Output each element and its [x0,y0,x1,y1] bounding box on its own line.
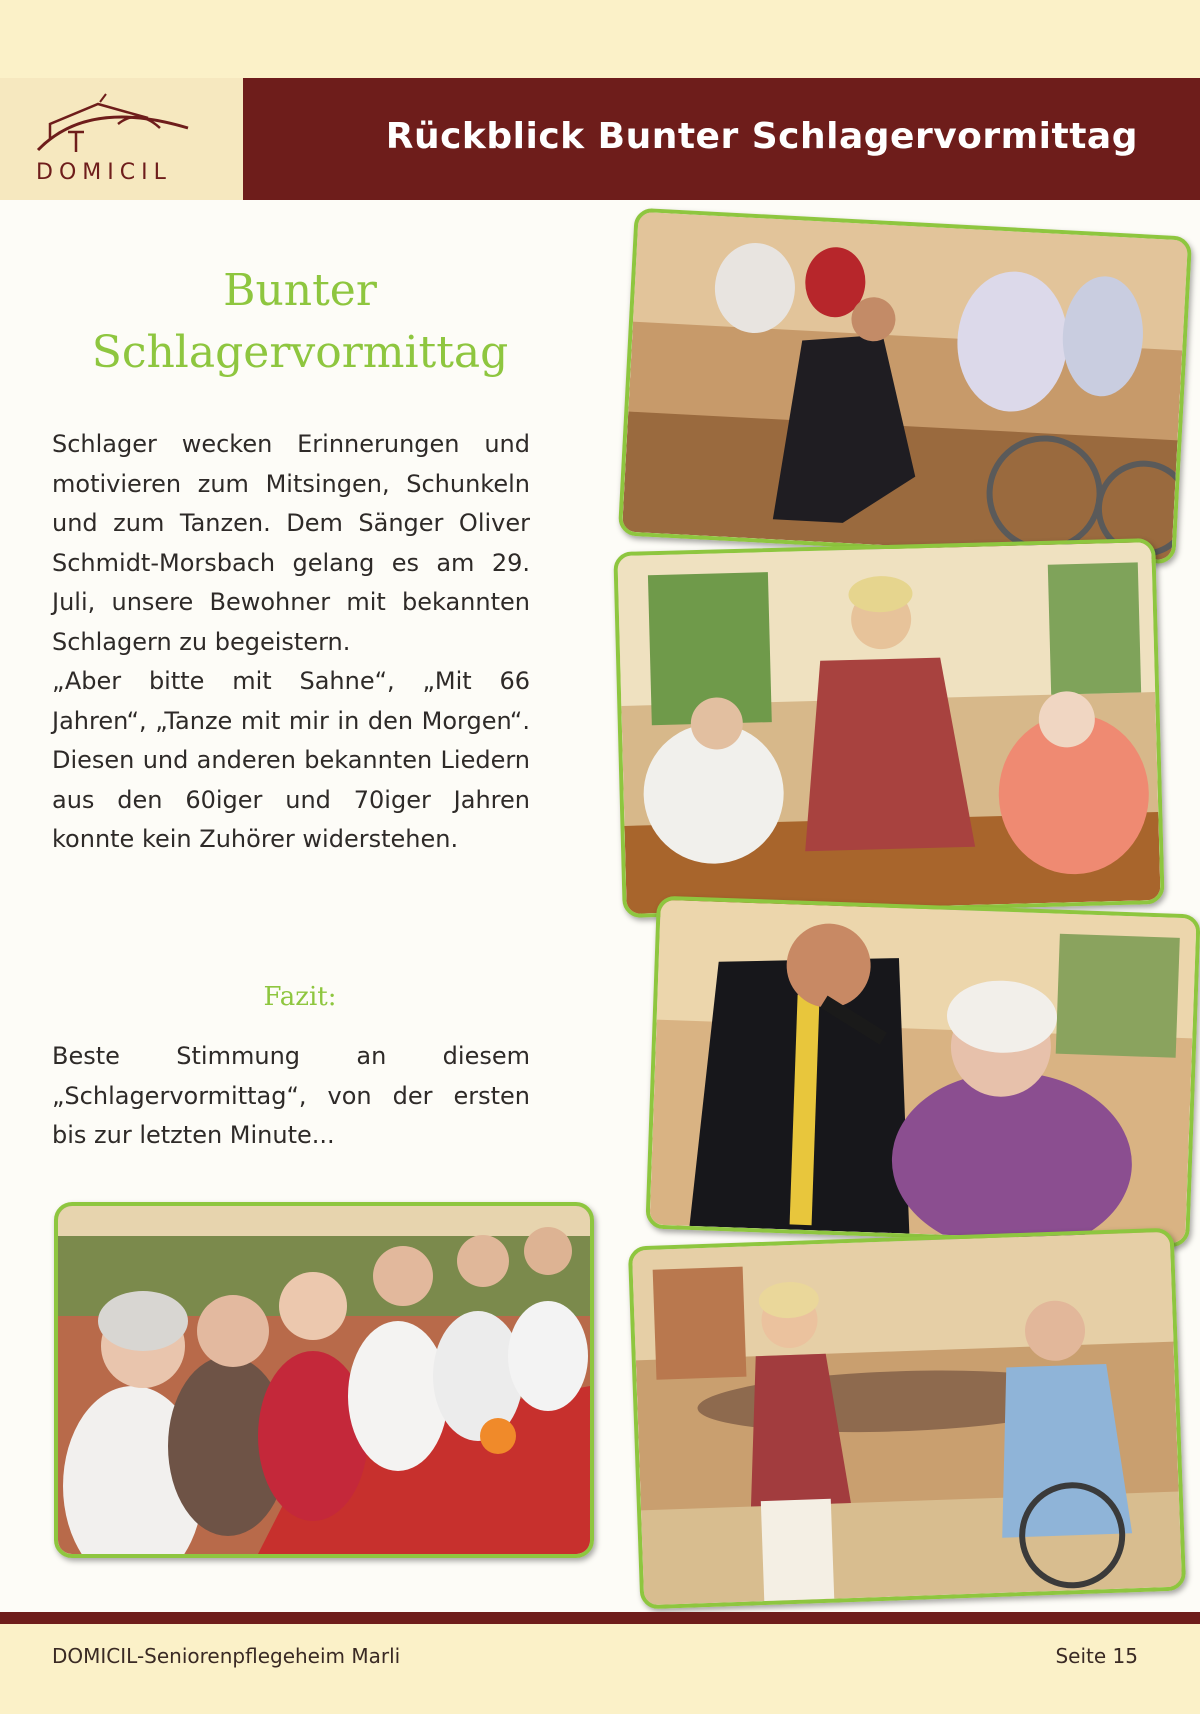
fazit-heading: Fazit: [263,982,337,1012]
paragraph-2: „Aber bitte mit Sahne“, „Mit 66 Jahren“, „Tanze mit mir in den Morgen“. Diesen und anderen bekannten Liedern aus den 60iger und 70iger Jahren konnte kein Zuhörer widerstehen. [52,667,530,853]
domicil-logo [0,78,243,200]
photo-singer-kneeling [618,208,1192,565]
logo-text: DOMICIL [36,160,172,185]
article-body [52,425,530,860]
footer [0,1612,1200,1714]
photo-dancing-with-resident [628,1228,1186,1610]
headline-line-1: Bunter [223,265,377,316]
photo-residents-at-table [54,1202,594,1558]
photo-singer-with-resident [645,896,1200,1248]
footer-publisher: DOMICIL-Seniorenpflegeheim Marli [52,1644,401,1668]
paragraph-1: Schlager wecken Erinnerungen und motivieren zum Mitsingen, Schunkeln und zum Tanzen. Dem Sänger Oliver Schmidt-Morsbach gelang es am 29. Juli, unsere Bewohner mit bekannten Schlagern zu begeistern. [52,430,530,656]
article-headline [50,260,550,384]
page-number: Seite 15 [1055,1644,1138,1668]
house-roof-icon [28,88,198,158]
page-title: Rückblick Bunter Schlagervormittag [385,116,1138,157]
footer-divider [0,1612,1200,1624]
headline-line-2: Schlagervormittag [91,327,509,378]
photo-woman-dancing-with-residents [613,538,1164,918]
fazit-text: Beste Stimmung an diesem „Schlagervormittag“, von der ersten bis zur letzten Minute... [52,1042,530,1149]
header-bar [0,78,1200,200]
